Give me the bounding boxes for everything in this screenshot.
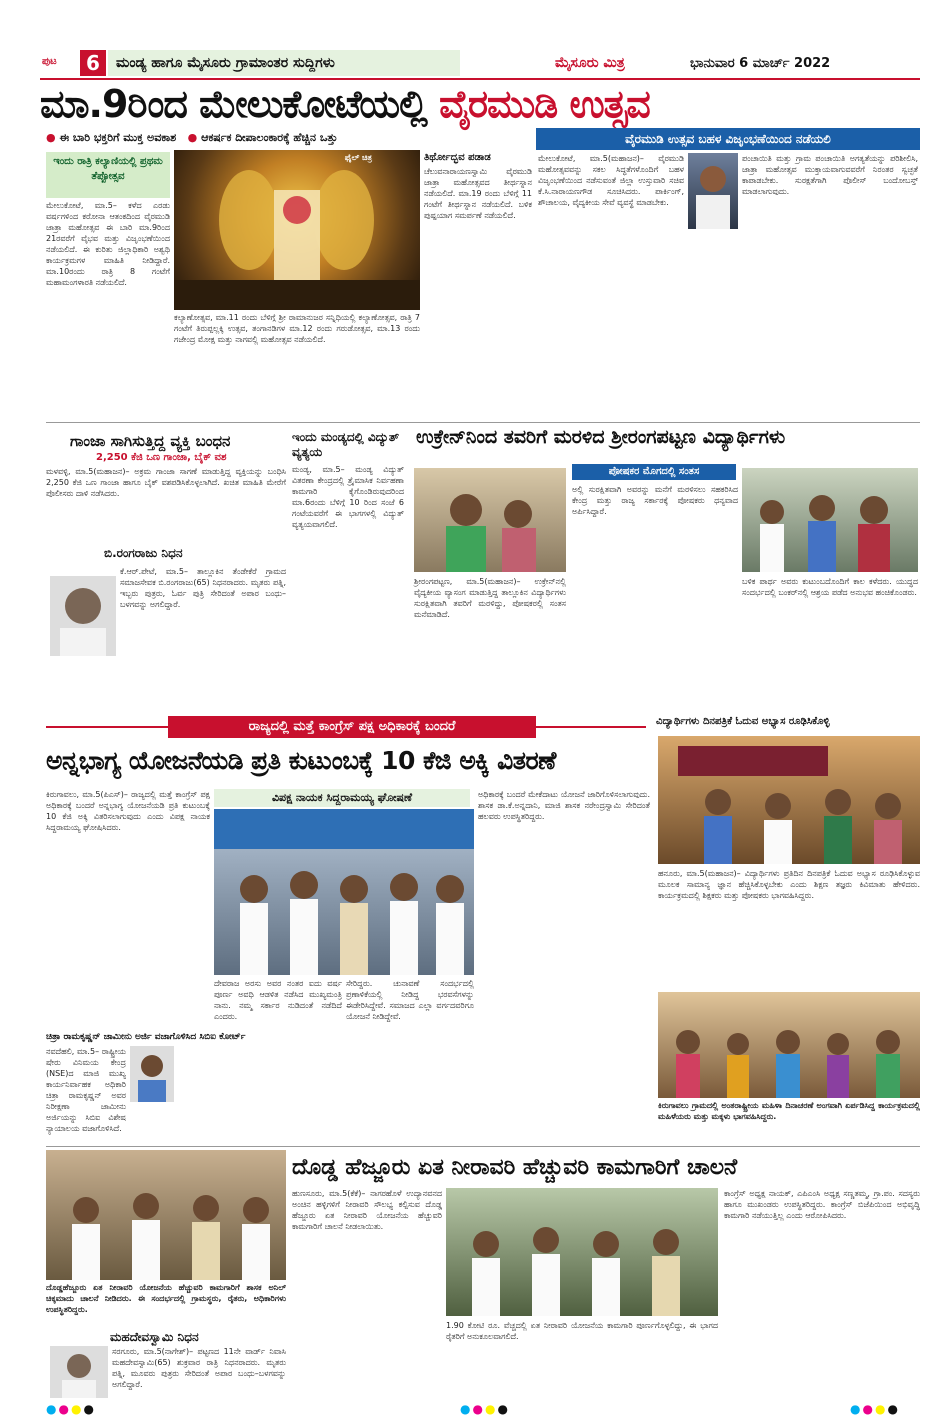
obit2-body: ಸರಗೂರು, ಮಾ.5(ನಾಗೇಶ್)– ಪಟ್ಟಣದ 11ನೇ ವಾರ್ಡ್ ನಿವಾಸಿ ಮಹದೇವಸ್ವಾಮಿ(65) ಶುಕ್ರವಾರ ರಾತ್ರಿ ನಿಧನರಾದರು. ಮೃತರು ಪತ್ನಿ, ಮೂವರು ಪುತ್ರರು ಸೇರಿದಂತೆ ಅಪಾರ ಬಂಧು–ಬಳಗವನ್ನು ಅಗಲಿದ್ದಾರೆ. bbox=[112, 1347, 286, 1389]
vairamudi-photo-art bbox=[174, 150, 420, 310]
lead-subhead-1: ಈ ಬಾರಿ ಭಕ್ತರಿಗೆ ಮುಕ್ತ ಅವಕಾಶ bbox=[59, 131, 177, 144]
obit1-headline: ಬಿ.ರಂಗರಾಜು ನಿಧನ bbox=[104, 546, 183, 560]
minister-photo bbox=[688, 153, 738, 229]
ganja-subhead: 2,250 ಕೆಜಿ ಒಣ ಗಾಂಜಾ, ಬೈಕ್ ವಶ bbox=[96, 452, 227, 463]
issue-date: ಭಾನುವಾರ 6 ಮಾರ್ಚ್ 2022 bbox=[690, 56, 831, 71]
students-body: ಹನೂರು, ಮಾ.5(ಮಹಾಜನ)– ವಿದ್ಯಾರ್ಥಿಗಳು ಪ್ರತಿದಿನ ದಿನಪತ್ರಿಕೆ ಓದುವ ಅಭ್ಯಾಸ ರೂಢಿಸಿಕೊಳ್ಳುವ ಮೂಲಕ ಸಾಮಾನ್ಯ ಜ್ಞಾನ ಹೆಚ್ಚಿಸಿಕೊಳ್ಳಬೇಕು ಎಂದು ಶಿಕ್ಷಣ ತಜ್ಞರು ಕಿವಿಮಾತು ಹೇಳಿದರು. ಕಾರ್ಯಕ್ರಮದಲ್ಲಿ ಶಿಕ್ಷಕರು ಮತ್ತು ಪೋಷಕರು ಭಾಗವಹಿಸಿದ್ದರು. bbox=[658, 869, 920, 900]
students-caption: ಕಿರುಗಾವಲು ಗ್ರಾಮದಲ್ಲಿ ಅಂತರಾಷ್ಟ್ರೀಯ ಮಹಿಳಾ ದಿನಾಚರಣೆ ಅಂಗವಾಗಿ ಏರ್ಪಡಿಸಿದ್ದ ಕಾರ್ಯಕ್ರಮದಲ್ಲಿ ಮಹಿಳೆಯರು ಮತ್ತು ಮಕ್ಕಳು ಭಾಗವಹಿಸಿದ್ದರು. bbox=[658, 1101, 920, 1121]
header-rule bbox=[40, 78, 920, 80]
lead-box-title: ಇಂದು ರಾತ್ರಿ ಕಲ್ಯಾಣಿಯಲ್ಲಿ ಪ್ರಥಮ ತೆಪ್ಪೋತ್ಸವ bbox=[46, 152, 170, 198]
congress-column-2: ದೇವರಾಜ ಅರಸು ಅವರ ನಂತರ ಐದು ವರ್ಷ ಪೂರ್ಣ ಅವಧಿ ಆಡಳಿತ ನಡೆಸಿದ ಮುಖ್ಯಮಂತ್ರಿ ನಾನು. ನಮ್ಮ ಸರ್ಕಾರ ನುಡಿದಂತೆ ನಡೆದಿದೆ ಎಂದರು. bbox=[214, 979, 342, 1021]
obit2-headline: ಮಹದೇವಸ್ವಾಮಿ ನಿಧನ bbox=[110, 1330, 199, 1344]
students-photo-2-art bbox=[658, 992, 920, 1098]
irrigation-photo-1-art bbox=[46, 1150, 286, 1280]
ukraine-column-1: ಶ್ರೀರಂಗಪಟ್ಟಣ, ಮಾ.5(ಮಹಾಜನ)– ಉಕ್ರೇನ್‌ನಲ್ಲಿ ವೈದ್ಯಕೀಯ ವ್ಯಾಸಂಗ ಮಾಡುತ್ತಿದ್ದ ತಾಲ್ಲೂಕಿನ ವಿದ್ಯಾರ್ಥಿಗಳು ಸುರಕ್ಷಿತವಾಗಿ ತವರಿಗೆ ಮರಳಿದ್ದು, ಪೋಷಕರಲ್ಲಿ ಸಂತಸ ಮನೆಮಾಡಿದೆ. bbox=[414, 577, 566, 619]
obit1-photo bbox=[50, 576, 116, 656]
section-divider bbox=[46, 1146, 920, 1147]
students-photo-1 bbox=[658, 736, 920, 864]
lead-headline bbox=[40, 82, 920, 126]
chitra-photo-art bbox=[130, 1046, 174, 1102]
irrigation-headline: ದೊಡ್ಡ ಹೆಜ್ಜೂರು ಏತ ನೀರಾವರಿ ಹೆಚ್ಚುವರಿ ಕಾಮಗಾರಿಗೆ ಚಾಲನೆ bbox=[292, 1155, 738, 1180]
ukraine-column-2: ಅಲ್ಲಿ ಸುರಕ್ಷಿತವಾಗಿ ಅವರನ್ನು ಮನೆಗೆ ಮರಳಿಸಲು ಸಹಕರಿಸಿದ ಕೇಂದ್ರ ಮತ್ತು ರಾಜ್ಯ ಸರ್ಕಾರಕ್ಕೆ ಪೋಷಕರು ಧನ್ಯವಾದ ಅರ್ಪಿಸಿದ್ದಾರೆ. bbox=[572, 485, 738, 516]
photo-credit: ಫೈಲ್ ಚಿತ್ರ bbox=[344, 153, 372, 162]
paper-logo: ಮೈಸೂರು ಮಿತ್ರ bbox=[555, 55, 625, 71]
obit2-photo bbox=[50, 1346, 108, 1398]
bullet-icon: ● bbox=[187, 131, 198, 144]
irrigation-photo-2-art bbox=[446, 1188, 718, 1316]
congress-banner: ರಾಜ್ಯದಲ್ಲಿ ಮತ್ತೆ ಕಾಂಗ್ರೆಸ್ ಪಕ್ಷ ಅಧಿಕಾರಕ್ಕೆ ಬಂದರೆ bbox=[168, 716, 536, 738]
bullet-icon: ● bbox=[46, 131, 56, 144]
chitra-photo bbox=[130, 1046, 174, 1102]
power-body: ಮಂಡ್ಯ, ಮಾ.5– ಮಂಡ್ಯ ವಿದ್ಯುತ್ ವಿತರಣಾ ಕೇಂದ್ರದಲ್ಲಿ ತ್ರೈಮಾಸಿಕ ನಿರ್ವಹಣಾ ಕಾಮಗಾರಿ ಕೈಗೊಂಡಿರುವುದರಿಂದ ಮಾ.6ರಂದು ಬೆಳಿಗ್ಗೆ 10 ರಿಂದ ಸಂಜೆ 6 ಗಂಟೆಯವರೆಗೆ ಈ ಭಾಗಗಳಲ್ಲಿ ವಿದ್ಯುತ್ ವ್ಯತ್ಯಯವಾಗಲಿದೆ. bbox=[292, 465, 404, 529]
irrigation-photo-1 bbox=[46, 1150, 286, 1280]
congress-column-3: ಸೇರಿದ್ದರು. ಚುನಾವಣೆ ಸಂದರ್ಭದಲ್ಲಿ ಪ್ರಣಾಳಿಕೆಯಲ್ಲಿ ನೀಡಿದ್ದ ಭರವಸೆಗಳನ್ನು ಈಡೇರಿಸಿದ್ದೇವೆ. ಸಮಾಜದ ಎಲ್ಲಾ ವರ್ಗದವರಿಗೂ ಯೋಜನೆ ನೀಡಿದ್ದೇವೆ. bbox=[346, 979, 474, 1021]
students-photo-2 bbox=[658, 992, 920, 1098]
lead-subheads bbox=[46, 129, 536, 147]
page-number: 6 bbox=[80, 50, 106, 76]
congress-column-4: ಅಧಿಕಾರಕ್ಕೆ ಬಂದರೆ ಮೇಕೆದಾಟು ಯೋಜನೆ ಜಾರಿಗೊಳಿಸಲಾಗುವುದು. ಶಾಸಕ ಡಾ.ಕೆ.ಅನ್ನದಾನಿ, ಮಾಜಿ ಶಾಸಕ ನರೇಂದ್ರಸ್ವಾಮಿ ಸೇರಿದಂತೆ ಹಲವರು ಉಪಸ್ಥಿತರಿದ್ದರು. bbox=[478, 790, 650, 821]
irrigation-caption: ದೊಡ್ಡಹೆಜ್ಜೂರು ಏತ ನೀರಾವರಿ ಯೋಜನೆಯ ಹೆಚ್ಚುವರಿ ಕಾಮಗಾರಿಗೆ ಶಾಸಕ ಅನಿಲ್ ಚಿಕ್ಕಮಾದು ಚಾಲನೆ ನೀಡಿದರು. ಈ ಸಂದರ್ಭದಲ್ಲಿ ಗ್ರಾಮಸ್ಥರು, ರೈತರು, ಅಧಿಕಾರಿಗಳು ಉಪಸ್ಥಿತರಿದ್ದರು. bbox=[46, 1283, 286, 1314]
lead-column-3-title: ತಿರ್ಥೋದ್ಭವ ಪಡಾಡ bbox=[424, 152, 491, 163]
minister-photo-art bbox=[688, 153, 738, 229]
lead-column-3: ಚೆಲುವನಾರಾಯಣಸ್ವಾಮಿ ವೈರಮುಡಿ ಜಾತ್ರಾ ಮಹೋತ್ಸವದ ತೀರ್ಥಸ್ನಾನ ನಡೆಯಲಿದೆ. ಮಾ.19 ರಂದು ಬೆಳಿಗ್ಗೆ 11 ಗಂಟೆಗೆ ತೀರ್ಥಸ್ನಾನ ನಡೆಯಲಿದೆ. ಬಳಿಕ ಪುಷ್ಪಯಾಗ ಸಮರ್ಪಣೆ ನಡೆಯಲಿದೆ. bbox=[424, 167, 532, 220]
obit1-photo-art bbox=[50, 576, 116, 656]
chitra-body: ನವದೆಹಲಿ, ಮಾ.5– ರಾಷ್ಟ್ರೀಯ ಷೇರು ವಿನಿಮಯ ಕೇಂದ್ರ (NSE)ದ ಮಾಜಿ ಮುಖ್ಯ ಕಾರ್ಯನಿರ್ವಾಹಕ ಅಧಿಕಾರಿ ಚಿತ್ರಾ ರಾಮಕೃಷ್ಣನ್ ಅವರ ನಿರೀಕ್ಷಣಾ ಜಾಮೀನು ಅರ್ಜಿಯನ್ನು ಸಿಬಿಐ ವಿಶೇಷ ನ್ಯಾಯಾಲಯ ವಜಾಗೊಳಿಸಿದೆ. bbox=[46, 1047, 126, 1133]
congress-subhead: ವಿಪಕ್ಷ ನಾಯಕ ಸಿದ್ದರಾಮಯ್ಯ ಘೋಷಣೆ bbox=[214, 789, 470, 807]
irrigation-column-2: 1.90 ಕೋಟಿ ರೂ. ವೆಚ್ಚದಲ್ಲಿ ಏತ ನೀರಾವರಿ ಯೋಜನೆಯ ಕಾಮಗಾರಿ ಪೂರ್ಣಗೊಳ್ಳಲಿದ್ದು, ಈ ಭಾಗದ ರೈತರಿಗೆ ಅನುಕೂಲವಾಗಲಿದೆ. bbox=[446, 1321, 718, 1341]
registration-dots-center: ●●●● bbox=[460, 1402, 510, 1416]
registration-dots-left: ●●●● bbox=[46, 1402, 96, 1416]
obit2-photo-art bbox=[50, 1346, 108, 1398]
irrigation-photo-2 bbox=[446, 1188, 718, 1316]
lead-column-4: ಮೇಲುಕೋಟೆ, ಮಾ.5(ಮಹಾಜನ)– ವೈರಮುಡಿ ಮಹೋತ್ಸವವನ್ನು ಸಕಲ ಸಿದ್ಧತೆಗಳೊಂದಿಗೆ ಬಹಳ ವಿಜೃಂಭಣೆಯಿಂದ ನಡೆಸುವಂತೆ ಜಿಲ್ಲಾ ಉಸ್ತುವಾರಿ ಸಚಿವ ಕೆ.ಸಿ.ನಾರಾಯಣಗೌಡ ಸೂಚಿಸಿದರು. ಪಾರ್ಕಿಂಗ್, ಶೌಚಾಲಯ, ವೈದ್ಯಕೀಯ ಸೇವೆ ವ್ಯವಸ್ಥೆ ಮಾಡಬೇಕು. bbox=[538, 154, 684, 207]
students-photo-1-art bbox=[658, 736, 920, 864]
ganja-body: ಮಳವಳ್ಳಿ, ಮಾ.5(ಮಹಾಜನ)– ಅಕ್ರಮ ಗಾಂಜಾ ಸಾಗಣೆ ಮಾಡುತ್ತಿದ್ದ ವ್ಯಕ್ತಿಯನ್ನು ಬಂಧಿಸಿ 2,250 ಕೆಜಿ ಒಣ ಗಾಂಜಾ ಹಾಗೂ ಬೈಕ್ ವಶಪಡಿಸಿಕೊಳ್ಳಲಾಗಿದೆ. ಖಚಿತ ಮಾಹಿತಿ ಮೇರೆಗೆ ಪೊಲೀಸರು ದಾಳಿ ನಡೆಸಿದರು. bbox=[46, 467, 286, 498]
section-divider bbox=[46, 422, 920, 423]
power-headline: ಇಂದು ಮಂಡ್ಯದಲ್ಲಿ ವಿದ್ಯುತ್ ವ್ಯತ್ಯಯ bbox=[292, 430, 400, 459]
irrigation-column-3: ಕಾಂಗ್ರೆಸ್ ಅಧ್ಯಕ್ಷ ನಾಯಕ್, ಎಪಿಎಂಸಿ ಅಧ್ಯಕ್ಷ ಸಣ್ಣತಮ್ಮ, ಗ್ರಾ.ಪಂ. ಸದಸ್ಯರು ಹಾಗೂ ಮುಖಂಡರು ಉಪಸ್ಥಿತರಿದ್ದರು. ಕಾಂಗ್ರೆಸ್ ಬಿಜೆಪಿಯಿಂದ ಅಭಿವೃದ್ಧಿ ಕಾಮಗಾರಿ ನಡೆಯುತ್ತಿಲ್ಲ ಎಂದು ಆರೋಪಿಸಿದರು. bbox=[724, 1189, 920, 1220]
chitra-headline: ಚಿತ್ರಾ ರಾಮಕೃಷ್ಣನ್ ಜಾಮೀನು ಅರ್ಜಿ ವಜಾಗೊಳಿಸಿದ ಸಿಬಿಐ ಕೋರ್ಟ್ bbox=[46, 1032, 246, 1042]
congress-photo bbox=[214, 809, 474, 975]
ukraine-subhead: ಪೋಷಕರ ಮೊಗದಲ್ಲಿ ಸಂತಸ bbox=[572, 464, 736, 480]
ukraine-photo-2-art bbox=[742, 468, 918, 572]
ukraine-column-3: ಬಳಿಕ ಪಾರ್ಥ ಅವರು ಕುಟುಂಬದೊಂದಿಗೆ ಕಾಲ ಕಳೆದರು. ಯುದ್ಧದ ಸಂದರ್ಭದಲ್ಲಿ ಬಂಕರ್‌ನಲ್ಲಿ ಆಶ್ರಯ ಪಡೆದ ಅನುಭವ ಹಂಚಿಕೊಂಡರು. bbox=[742, 577, 918, 597]
congress-headline: ಅನ್ನಭಾಗ್ಯ ಯೋಜನೆಯಡಿ ಪ್ರತಿ ಕುಟುಂಬಕ್ಕೆ 10 ಕೆಜಿ ಅಕ್ಕಿ ವಿತರಣೆ bbox=[46, 746, 556, 775]
vairamudi-photo bbox=[174, 150, 420, 310]
ganja-headline: ಗಾಂಜಾ ಸಾಗಿಸುತ್ತಿದ್ದ ವ್ಯಕ್ತಿ ಬಂಧನ bbox=[70, 432, 231, 450]
students-headline: ವಿದ್ಯಾರ್ಥಿಗಳು ದಿನಪತ್ರಿಕೆ ಓದುವ ಅಭ್ಯಾಸ ರೂಢಿಸಿಕೊಳ್ಳಿ bbox=[656, 716, 830, 727]
lead-column-1: ಮೇಲುಕೋಟೆ, ಮಾ.5– ಕಳೆದ ಎರಡು ವರ್ಷಗಳಿಂದ ಕರೋನಾ ಆತಂಕದಿಂದ ವೈರಮುಡಿ ಜಾತ್ರಾ ಮಹೋತ್ಸವ ಈ ಬಾರಿ ಮಾ.9ರಿಂದ 21ರವರೆಗೆ ವೈಭವ ಮತ್ತು ವಿಜೃಂಭಣೆಯಿಂದ ನಡೆಯಲಿದೆ. ಈ ಕುರಿತು ಜಿಲ್ಲಾಧಿಕಾರಿ ಅಶ್ವಥಿ ಕಾರ್ಯಕ್ರಮಗಳ ಮಾಹಿತಿ ನೀಡಿದ್ದಾರೆ. ಮಾ.10ರಂದು ರಾತ್ರಿ 8 ಗಂಟೆಗೆ ಮಹಾಮಂಗಳಾರತಿ ನಡೆಯಲಿದೆ. bbox=[46, 201, 170, 287]
section-title: ಮಂಡ್ಯ ಹಾಗೂ ಮೈಸೂರು ಗ್ರಾಮಾಂತರ ಸುದ್ದಿಗಳು bbox=[108, 50, 460, 76]
ukraine-photo-1 bbox=[414, 468, 566, 572]
lead-column-2: ಕಲ್ಯಾಣೋತ್ಸವ, ಮಾ.11 ರಂದು ಬೆಳಿಗ್ಗೆ ಶ್ರೀ ರಾಮಾನುಜರ ಸನ್ನಿಧಿಯಲ್ಲಿ ಕಲ್ಯಾಣೋತ್ಸವ, ರಾತ್ರಿ 7 ಗಂಟೆಗೆ ತಿರುಪ್ಪಲ್ಲಕ್ಕಿ ಉತ್ಸವ, ತಂಗಾನಡಿಗಳ ಮಾ.12 ರಂದು ಗರುಡೋತ್ಸವ, ಮಾ.13 ರಂದು ಗಜೇಂದ್ರ ಮೋಕ್ಷ ಮತ್ತು ನಾಗವಲ್ಲಿ ಮಹೋತ್ಸವ ನಡೆಯಲಿದೆ. bbox=[174, 313, 420, 344]
lead-subhead-2: ಆಕರ್ಷಕ ದೀಪಾಲಂಕಾರಕ್ಕೆ ಹೆಚ್ಚಿನ ಒತ್ತು bbox=[201, 131, 338, 144]
congress-photo-art bbox=[214, 809, 474, 975]
irrigation-column-1: ಹುಣಸೂರು, ಮಾ.5(ಕೆಕೆ)– ನಾಗರಹೊಳೆ ಉದ್ಯಾನವನದ ಅಂಚಿನ ಹಳ್ಳಿಗಳಿಗೆ ನೀರಾವರಿ ಸೌಲಭ್ಯ ಕಲ್ಪಿಸುವ ದೊಡ್ಡ ಹೆಜ್ಜೂರು ಏತ ನೀರಾವರಿ ಯೋಜನೆಯ ಹೆಚ್ಚುವರಿ ಕಾಮಗಾರಿಗೆ ಚಾಲನೆ ನೀಡಲಾಯಿತು. bbox=[292, 1189, 442, 1231]
page-label: ಪುಟ bbox=[42, 56, 57, 67]
ukraine-photo-2 bbox=[742, 468, 918, 572]
obit1-body: ಕೆ.ಆರ್.ಪೇಟೆ, ಮಾ.5– ತಾಲ್ಲೂಕಿನ ತೆಂಡೇಕೆರೆ ಗ್ರಾಮದ ಸಮಾಜಸೇವಕ ಬಿ.ರಂಗರಾಜು(65) ನಿಧನರಾದರು. ಮೃತರು ಪತ್ನಿ, ಇಬ್ಬರು ಪುತ್ರರು, ಓರ್ವ ಪುತ್ರಿ ಸೇರಿದಂತೆ ಅಪಾರ ಬಂಧು–ಬಳಗವನ್ನು ಅಗಲಿದ್ದಾರೆ. bbox=[120, 567, 286, 609]
lead-headline-black: ಮಾ.9ರಿಂದ ಮೇಲುಕೋಟೆಯಲ್ಲಿ bbox=[40, 82, 427, 126]
ukraine-photo-1-art bbox=[414, 468, 566, 572]
registration-dots-right: ●●●● bbox=[850, 1402, 900, 1416]
congress-column-1: ಕಿರುಗಾವಲು, ಮಾ.5(ಪಿಎಸ್)– ರಾಜ್ಯದಲ್ಲಿ ಮತ್ತೆ ಕಾಂಗ್ರೆಸ್ ಪಕ್ಷ ಅಧಿಕಾರಕ್ಕೆ ಬಂದರೆ ಅನ್ನಭಾಗ್ಯ ಯೋಜನೆಯಡಿ ಪ್ರತಿ ಕುಟುಂಬಕ್ಕೆ 10 ಕೆಜಿ ಅಕ್ಕಿ ವಿತರಿಸಲಾಗುವುದು ಎಂದು ವಿಪಕ್ಷ ನಾಯಕ ಸಿದ್ದರಾಮಯ್ಯ ಘೋಷಿಸಿದರು. bbox=[46, 790, 210, 832]
lead-side-banner: ವೈರಮುಡಿ ಉತ್ಸವ ಬಹಳ ವಿಜೃಂಭಣೆಯಿಂದ ನಡೆಯಲಿ bbox=[536, 128, 920, 150]
lead-headline-red: ವೈರಮುಡಿ ಉತ್ಸವ bbox=[439, 82, 650, 126]
ukraine-headline: ಉಕ್ರೇನ್‌ನಿಂದ ತವರಿಗೆ ಮರಳಿದ ಶ್ರೀರಂಗಪಟ್ಟಣ ವಿದ್ಯಾರ್ಥಿಗಳು bbox=[416, 426, 786, 448]
lead-column-5: ಪಂಚಾಯಿತಿ ಮತ್ತು ಗ್ರಾಮ ಪಂಚಾಯಿತಿ ಅಗತ್ಯತೆಯನ್ನು ಪರಿಶೀಲಿಸಿ, ಜಾತ್ರಾ ಮಹೋತ್ಸವ ಮುಕ್ತಾಯವಾಗುವವರೆಗೆ ನಿರಂತರ ಸ್ವಚ್ಛತೆ ಕಾಪಾಡಬೇಕು. ಸುರಕ್ಷತೆಗಾಗಿ ಪೊಲೀಸ್ ಬಂದೋಬಸ್ತ್ ಮಾಡಲಾಗುವುದು. bbox=[742, 154, 918, 196]
